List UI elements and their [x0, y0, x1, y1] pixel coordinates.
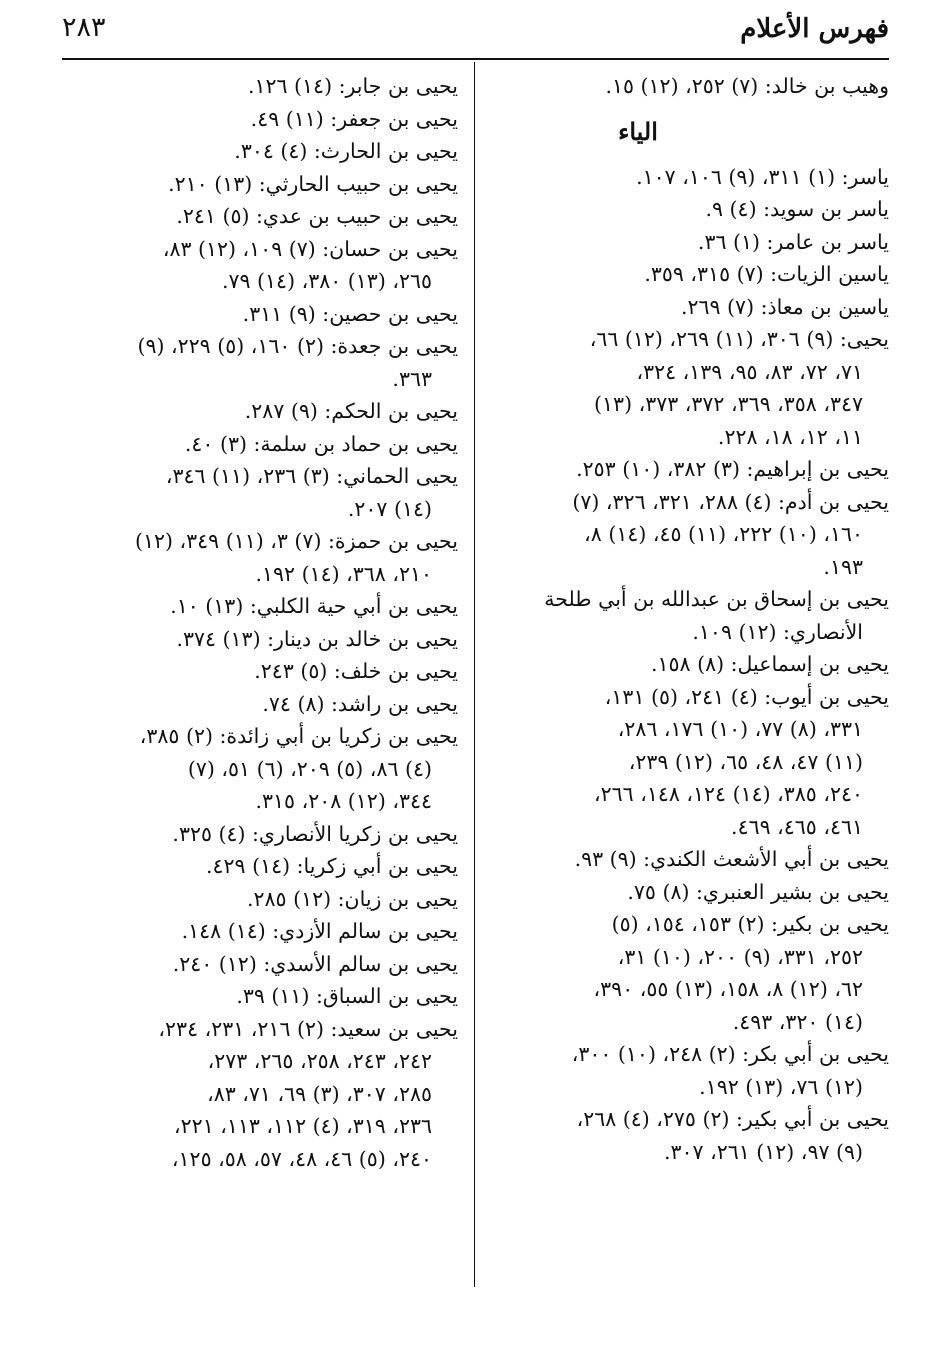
index-entry: يحيى بن زيان: (١٢) ٢٨٥. [246, 886, 458, 911]
index-entry: يحيى بن إسماعيل: (٨) ١٥٨. [651, 652, 889, 676]
index-entry: يحيى بن جعدة: (٢) ١٦٠، (٥) ٢٢٩، (٩) [137, 334, 458, 358]
index-entry-continued: ١٦٠، (١٠) ٢٢٢، (١١) ٤٥، (١٤) ٨، [584, 522, 863, 546]
index-entry-continued: ٢٤٠، (٥) ٤٦، ٤٨، ٥٧، ٥٨، ١٢٥، [171, 1146, 432, 1171]
index-entry-continued: ١٩٣. [823, 554, 863, 579]
index-entry-continued: (١٤) ٢٠٧. [347, 496, 432, 521]
page-number: ٢٨٣ [62, 12, 106, 43]
index-entry-continued: الأنصاري: (١٢) ١٠٩. [692, 619, 863, 644]
running-title: فهرس الأعلام [740, 14, 889, 44]
index-entry-continued: ٢٥٢، ٣٣١، (٩) ٢٠٠، (١٠) ٣١، [617, 944, 863, 969]
index-entry-continued: ٣٣١، (٨) ٧٧، (١٠) ١٧٦، ٢٨٦، [617, 717, 863, 741]
index-entry: يحيى بن جابر: (١٤) ١٢٦. [247, 74, 458, 98]
index-entry: يحيى بن أبي الأشعث الكندي: (٩) ٩٣. [574, 847, 889, 871]
index-entry-continued: (١١) ٤٧، ٤٨، ٦٥، (١٢) ٢٣٩، [628, 749, 863, 774]
index-entry: ياسين بن معاذ: (٧) ٢٦٩. [680, 294, 889, 319]
index-entry-continued: ٣٦٣. [392, 366, 432, 391]
index-entry: يحيى بن بكير: (٢) ١٥٣، ١٥٤، (٥) [611, 912, 889, 936]
index-entry-continued: ٢٤٢، ٢٤٣، ٢٥٨، ٢٦٥، ٢٧٣، [207, 1049, 432, 1073]
index-entry-continued: ٧١، ٧٢، ٨٣، ٩٥، ١٣٩، ٣٢٤، [636, 359, 863, 384]
page-header [62, 8, 889, 60]
index-entry: ياسين الزيات: (٧) ٣١٥، ٣٥٩. [644, 262, 889, 286]
index-entry: يحيى بن السباق: (١١) ٣٩. [236, 984, 458, 1008]
index-entry: يحيى بن بشير العنبري: (٨) ٧٥. [627, 879, 889, 904]
index-entry: يحيى بن أبي زكريا: (١٤) ٤٢٩. [205, 854, 458, 878]
index-entry: يحيى بن زكريا الأنصاري: (٤) ٣٢٥. [172, 821, 458, 846]
index-entry: يحيى بن أبي حية الكلبي: (١٣) ١٠. [170, 594, 458, 618]
index-entry-continued: ٢٤٠، ٣٨٥، (١٤) ١٢٤، ١٤٨، ٢٦٦، [594, 782, 863, 806]
index-entry-continued: ٢٣٦، ٣١٩، (٤) ١١٢، ١١٣، ٢٢١، [174, 1114, 432, 1138]
index-entry: وهيب بن خالد: (٧) ٢٥٢، (١٢) ١٥. [605, 74, 889, 98]
index-entry-continued: ٤٦١، ٤٦٥، ٤٦٩. [731, 814, 863, 839]
index-entry-continued: ٢٨٥، ٣٠٧، (٣) ٦٩، ٧١، ٨٣، [207, 1081, 432, 1106]
index-entry: يحيى بن الحارث: (٤) ٣٠٤. [234, 139, 458, 163]
index-entry: ياسر بن عامر: (١) ٣٦. [697, 229, 889, 254]
index-entry: يحيى بن أبي بكير: (٢) ٢٧٥، (٤) ٢٦٨، [576, 1107, 889, 1131]
section-heading: الياء [618, 116, 658, 146]
index-entry: يحيى بن حصين: (٩) ٣١١. [242, 301, 458, 326]
index-entry-continued: (١٢) ٧٦، (١٣) ١٩٢. [699, 1074, 863, 1099]
index-entry: يحيى بن سالم الأزدي: (١٤) ١٤٨. [181, 919, 458, 943]
index-entry: يحيى: (٩) ٣٠٦، (١١) ٢٦٩، (١٢) ٦٦، [589, 327, 889, 351]
index-entry: يحيى الحماني: (٣) ٢٣٦، (١١) ٣٤٦، [165, 464, 458, 488]
index-entry: يحيى بن حبيب بن عدي: (٥) ٢٤١. [176, 204, 458, 228]
index-entry: يحيى بن حبيب الحارثي: (١٣) ٢١٠. [168, 171, 458, 196]
index-entry-continued: ٢١٠، ٣٦٨، (١٤) ١٩٢. [255, 561, 432, 586]
index-entry: يحيى بن حماد بن سلمة: (٣) ٤٠. [184, 431, 458, 456]
column-divider [474, 62, 475, 1287]
index-entry: يحيى بن أدم: (٤) ٢٨٨، ٣٢١، ٣٢٦، (٧) [572, 489, 889, 514]
index-entry: يحيى بن جعفر: (١١) ٤٩. [250, 106, 458, 131]
index-entry: يحيى بن الحكم: (٩) ٢٨٧. [244, 399, 458, 423]
index-entry: يحيى بن خالد بن دينار: (١٣) ٣٧٤. [176, 626, 458, 651]
index-entry-continued: (١٤) ٣٢٠، ٤٩٣. [732, 1009, 863, 1034]
index-entry: يحيى بن إبراهيم: (٣) ٣٨٢، (١٠) ٢٥٣. [576, 457, 889, 481]
index-entry: يحيى بن حمزة: (٧) ٣، (١١) ٣٤٩، (١٢) [134, 529, 458, 553]
index-entry-continued: ٢٦٥، (١٣) ٣٨٠، (١٤) ٧٩. [221, 269, 432, 293]
index-entry-continued: ٣٤٤، (١٢) ٢٠٨، ٣١٥. [255, 789, 432, 813]
index-entry: يحيى بن خلف: (٥) ٢٤٣. [254, 659, 458, 683]
index-entry: ياسر بن سويد: (٤) ٩. [705, 197, 889, 221]
left-column [62, 70, 458, 1175]
index-entry: يحيى بن سعيد: (٢) ٢١٦، ٢٣١، ٢٣٤، [158, 1016, 458, 1041]
index-entry-continued: (٤) ٨٦، (٥) ٢٠٩، (٦) ٥١، (٧) [187, 756, 432, 781]
header-rule [62, 58, 889, 60]
right-column [497, 70, 889, 1168]
index-entry-continued: ١١، ١٢، ١٨، ٢٢٨. [717, 424, 863, 449]
index-entry: يحيى بن سالم الأسدي: (١٢) ٢٤٠. [172, 951, 458, 976]
index-entry: يحيى بن حسان: (٧) ١٠٩، (١٢) ٨٣، [162, 236, 458, 261]
index-entry: ياسر: (١) ٣١١، (٩) ١٠٦، ١٠٧. [636, 164, 889, 189]
index-entry: يحيى بن زكريا بن أبي زائدة: (٢) ٣٨٥، [139, 724, 458, 748]
index-entry: يحيى بن أيوب: (٤) ٢٤١، (٥) ١٣١، [604, 684, 889, 709]
index-entry-continued: (٩) ٩٧، (١٢) ٢٦١، ٣٠٧. [663, 1139, 863, 1164]
index-entry: يحيى بن راشد: (٨) ٧٤. [262, 691, 458, 716]
index-entry: يحيى بن أبي بكر: (٢) ٢٤٨، (١٠) ٣٠٠، [571, 1042, 889, 1066]
index-entry: يحيى بن إسحاق بن عبدالله بن أبي طلحة [544, 587, 889, 611]
index-entry-continued: ٣٤٧، ٣٥٨، ٣٦٩، ٣٧٢، ٣٧٣، (١٣) [594, 392, 863, 416]
index-entry-continued: ٦٢، (١٢) ٨، ١٥٨، (١٣) ٥٥، ٣٩٠، [593, 977, 863, 1001]
